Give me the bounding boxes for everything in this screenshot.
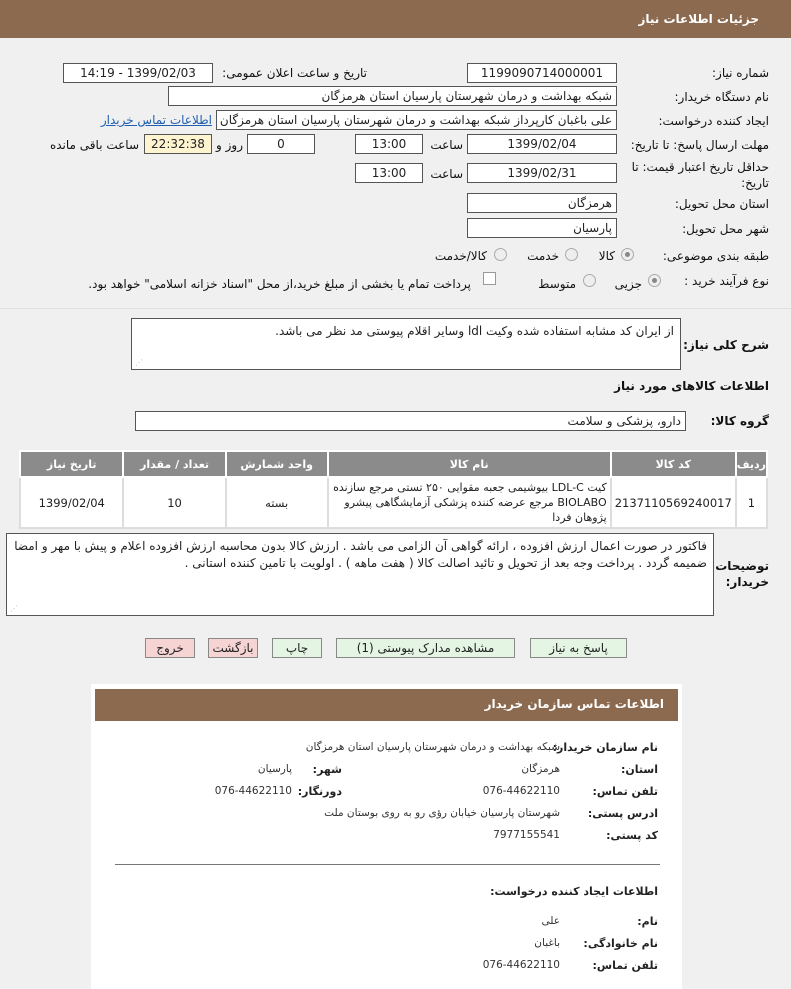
purchase-minor-label: جزیی	[614, 277, 642, 291]
category-goods-radio[interactable]	[621, 248, 634, 261]
buyer-org-field: شبکه بهداشت و درمان شهرستان پارسیان استان هرمزگان	[168, 86, 617, 106]
category-service-radio[interactable]	[565, 248, 578, 261]
cell-name: کیت LDL-C بیوشیمی جعبه مقوایی ۲۵۰ تستی مرجع سازنده BIOLABO مرجع عرضه کننده پزشکی آزمایشگاهی پیشرو پژوهان فردا	[328, 477, 611, 528]
contact-address-label: ادرس پستی:	[587, 807, 658, 820]
col-unit: واحد شمارش	[226, 451, 328, 477]
print-button[interactable]: چاپ	[272, 638, 322, 658]
creator-field: علی باغبان کارپرداز شبکه بهداشت و درمان شهرستان پارسیان استان هرمزگان	[216, 110, 617, 130]
buyer-contact-card	[91, 684, 682, 989]
need-number-field: 1199090714000001	[467, 63, 617, 83]
reply-button[interactable]: پاسخ به نیاز	[530, 638, 627, 658]
purchase-medium-radio[interactable]	[583, 274, 596, 287]
goods-section-title: اطلاعات کالاهای مورد نیاز	[614, 379, 769, 393]
creator-section-title: اطلاعات ایجاد کننده درخواست:	[490, 885, 658, 898]
purchase-type-label: نوع فرآیند خرید :	[684, 274, 769, 288]
purchase-minor-radio[interactable]	[648, 274, 661, 287]
city-label: شهر محل تحویل:	[682, 222, 769, 236]
col-name: نام کالا	[328, 451, 611, 477]
days-label: روز و	[216, 138, 243, 152]
treasury-payment-note: پرداخت تمام یا بخشی از مبلغ خرید،از محل "اسناد خزانه اسلامی" خواهد بود.	[88, 277, 471, 291]
announce-label: تاریخ و ساعت اعلان عمومی:	[222, 66, 367, 80]
buyer-org-label: نام دستگاه خریدار:	[674, 90, 769, 104]
contact-fax-label: دورنگار:	[297, 785, 342, 798]
deadline-time-field: 13:00	[355, 134, 423, 154]
items-table	[19, 450, 768, 529]
announce-field: 1399/02/03 - 14:19	[63, 63, 213, 83]
contact-fax-value: 076-44622110	[214, 785, 292, 797]
cell-code: 2137110569240017	[611, 477, 736, 528]
contact-org-label: نام سازمان خریدار:	[552, 741, 658, 754]
contact-card-title: اطلاعات تماس سازمان خریدار	[95, 689, 678, 721]
exit-button[interactable]: خروج	[145, 638, 195, 658]
description-text: از ایران کد مشابه استفاده شده وکیت ldl وسایر اقلام پیوستی مد نظر می باشد.	[275, 324, 674, 338]
cell-row: 1	[736, 477, 767, 528]
need-number-label: شماره نیاز:	[712, 66, 769, 80]
goods-group-label: گروه کالا:	[710, 414, 769, 428]
category-service-label: خدمت	[527, 249, 559, 263]
creator-phone-value: 076-44622110	[482, 959, 560, 971]
goods-group-field: دارو، پزشکی و سلامت	[135, 411, 686, 431]
cell-unit: بسته	[226, 477, 328, 528]
treasury-payment-checkbox[interactable]	[483, 272, 496, 285]
contact-city-label: شهر:	[312, 763, 342, 776]
deadline-label: مهلت ارسال پاسخ: تا تاریخ:	[630, 138, 769, 152]
price-validity-date-field: 1399/02/31	[467, 163, 617, 183]
col-date: تاریخ نیاز	[20, 451, 123, 477]
description-textarea[interactable]	[131, 318, 681, 370]
resize-grip-icon[interactable]: ⋰	[135, 358, 143, 367]
province-label: استان محل تحویل:	[674, 197, 769, 211]
cell-date: 1399/02/04	[20, 477, 123, 528]
contact-phone-value: 076-44622110	[482, 785, 560, 797]
remaining-label: ساعت باقی مانده	[49, 138, 139, 152]
buyer-notes-label: توضیحات	[715, 559, 769, 573]
creator-label: ایجاد کننده درخواست:	[658, 114, 769, 128]
category-both-label: کالا/خدمت	[434, 249, 487, 263]
creator-name-label: نام:	[637, 915, 658, 928]
col-code: کد کالا	[611, 451, 736, 477]
col-row: ردیف	[736, 451, 767, 477]
buyer-notes-text: فاکتور در صورت اعمال ارزش افزوده ، ارائه گواهی آن الزامی می باشد . ارزش کالا بدون محاسبه ارزش افزوده اعلام و پیش با مهر و امضا ضمیمه گردد . پرداخت وجه بعد از تحویل و تائید اصالت کالا ( هفت ماهه ) . اولویت با تامین کننده استانی .	[14, 539, 707, 570]
creator-family-value: باغبان	[534, 937, 560, 949]
price-validity-label-2: تاریخ:	[741, 176, 769, 190]
contact-city-value: پارسیان	[257, 763, 292, 775]
table-row	[20, 477, 767, 528]
contact-province-value: هرمزگان	[521, 763, 560, 775]
city-field: پارسیان	[467, 218, 617, 238]
buyer-notes-textarea[interactable]	[6, 533, 714, 616]
category-goods-label: کالا	[598, 249, 615, 263]
category-both-radio[interactable]	[494, 248, 507, 261]
price-validity-time-field: 13:00	[355, 163, 423, 183]
buyer-notes-label-2: خریدار:	[725, 575, 769, 589]
back-button[interactable]: بازگشت	[208, 638, 258, 658]
price-validity-time-label: ساعت	[430, 167, 463, 181]
contact-phone-label: تلفن تماس:	[592, 785, 658, 798]
remaining-time-field: 22:32:38	[144, 134, 212, 154]
page-title: جزئیات اطلاعات نیاز	[638, 12, 759, 26]
price-validity-label: حداقل تاریخ اعتبار قیمت: تا	[631, 160, 769, 174]
days-field: 0	[247, 134, 315, 154]
province-field: هرمزگان	[467, 193, 617, 213]
page-header	[0, 0, 791, 38]
resize-grip-icon[interactable]: ⋰	[10, 604, 18, 613]
contact-org-value: شبکه بهداشت و درمان شهرستان پارسیان استان هرمزگان	[305, 741, 560, 753]
items-header-row	[20, 451, 767, 477]
contact-postal-label: کد پستی:	[606, 829, 658, 842]
creator-name-value: علی	[541, 915, 560, 927]
deadline-date-field: 1399/02/04	[467, 134, 617, 154]
contact-address-value: شهرستان پارسیان خیابان رؤی رو به روی بوستان ملت	[324, 807, 560, 819]
category-label: طبقه بندی موضوعی:	[662, 249, 769, 263]
divider	[0, 308, 791, 309]
purchase-medium-label: متوسط	[538, 277, 576, 291]
contact-province-label: استان:	[621, 763, 658, 776]
contact-postal-value: 7977155541	[493, 829, 560, 841]
deadline-time-label: ساعت	[430, 138, 463, 152]
contact-divider	[115, 864, 660, 865]
description-label: شرح کلی نیاز:	[683, 338, 769, 352]
col-qty: تعداد / مقدار	[123, 451, 225, 477]
cell-qty: 10	[123, 477, 225, 528]
attachments-button[interactable]: مشاهده مدارک پیوستی (1)	[336, 638, 515, 658]
creator-phone-label: تلفن تماس:	[592, 959, 658, 972]
creator-family-label: نام خانوادگی:	[583, 937, 658, 950]
buyer-contact-link[interactable]: اطلاعات تماس خریدار	[100, 113, 212, 127]
